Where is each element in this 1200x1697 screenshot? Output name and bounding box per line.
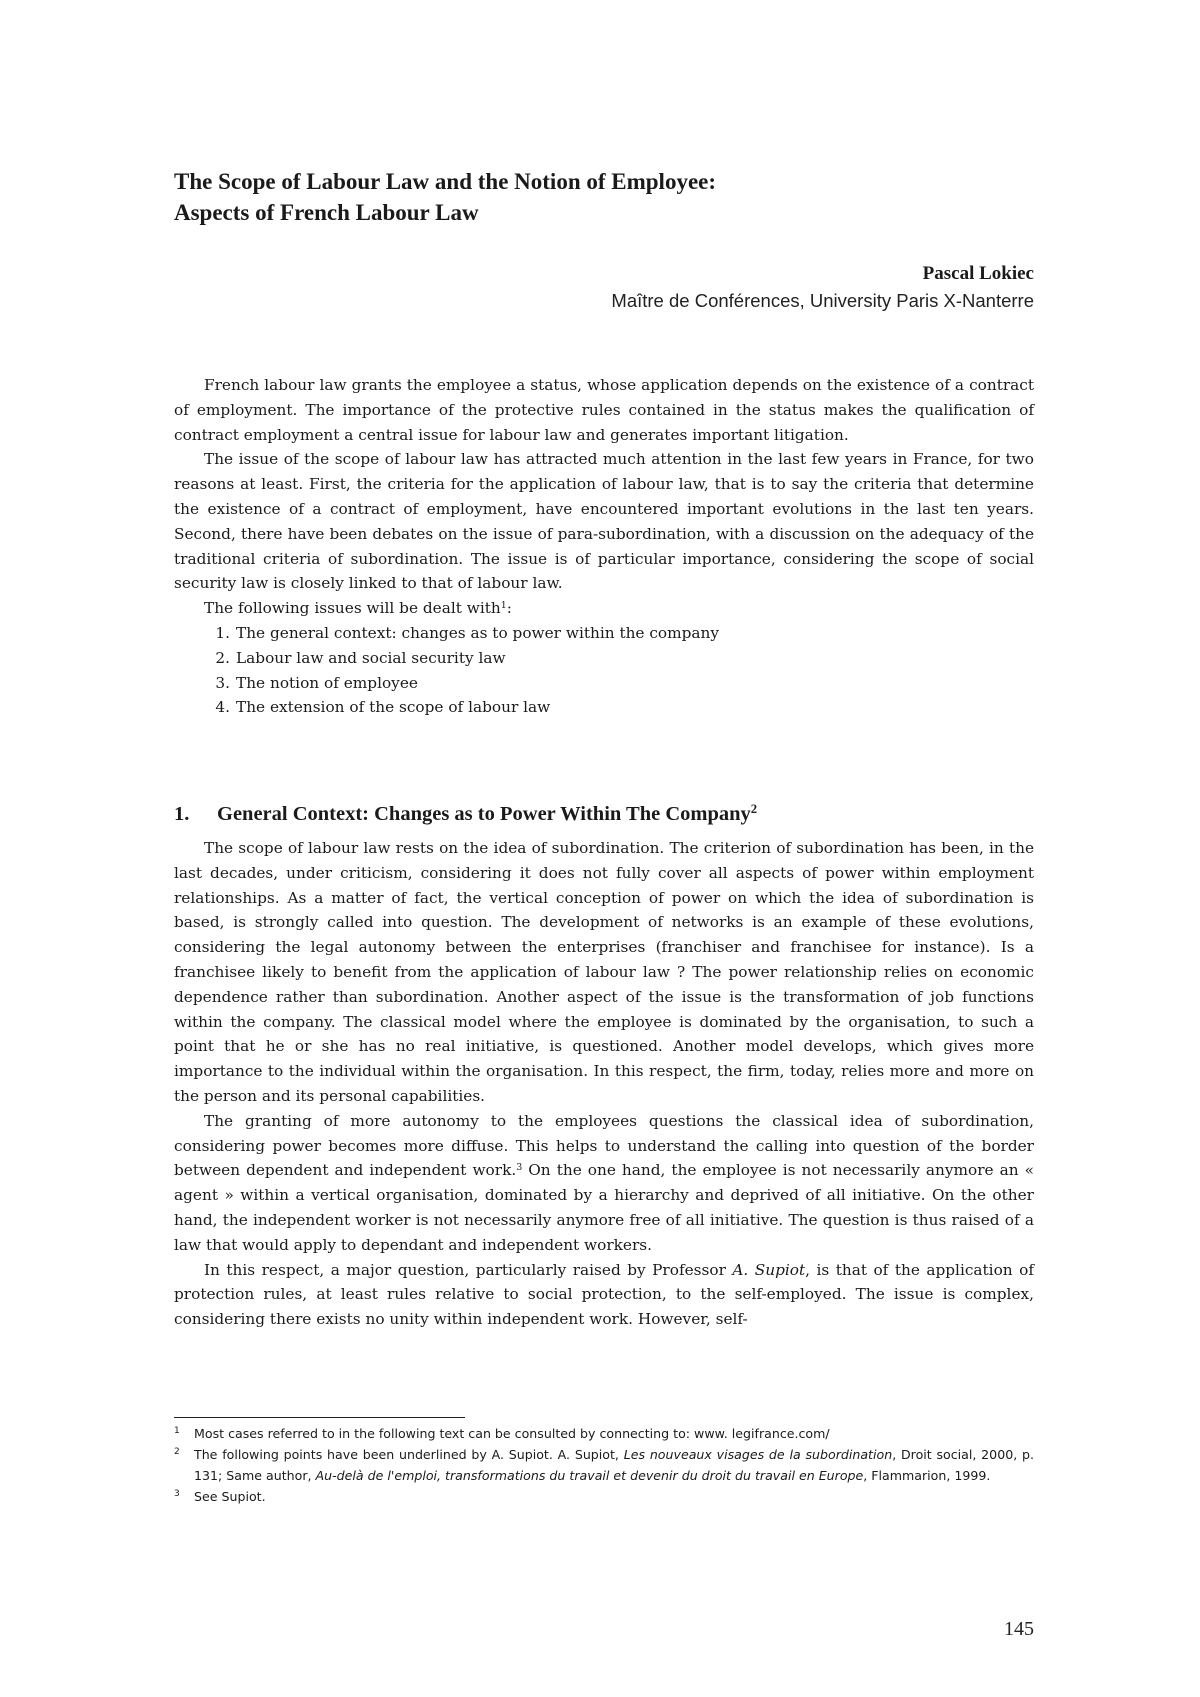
section-p2-text-a: The granting of more autonomy to the employees questions the classical idea of subordination, considering power becomes more diffuse. This helps to understand the calling into question of the border between dependent and independent work. (174, 1111, 1034, 1180)
footnote-ref-2[interactable]: 2 (750, 802, 758, 817)
page-number: 145 (1004, 1618, 1034, 1640)
section-1-body (174, 836, 1034, 1332)
intro-p3-text: The following issues will be dealt with (204, 599, 501, 618)
section-paragraph-3 (174, 1258, 1034, 1332)
intro-p3-end: : (506, 599, 512, 618)
section-paragraph-2 (174, 1109, 1034, 1258)
footnote (174, 1423, 1034, 1444)
title-line-2: Aspects of French Labour Law (174, 200, 479, 225)
footnote-ref-1[interactable]: 1 (500, 599, 507, 611)
list-item-number: 1 . (215, 621, 236, 646)
footnote-number: 3 (174, 1489, 180, 1499)
section-paragraph-1: The scope of labour law rests on the idea of subordination. The criterion of subordination has been, in the last decades, under criticism, considering it does not fully cover all aspects of power within employment relationships. As a matter of fact, the vertical conception of power on which the idea of subordination is based, is strongly called into question. The development of networks is an example of these evolutions, considering the legal autonomy between the enterprises (franchiser and franchisee for instance). Is a franchisee likely to benefit from the application of labour law ? The power relationship relies on economic dependence rather than subordination. Another aspect of the issue is the transformation of job functions within the company. The classical model where the employee is dominated by the organisation, to such a point that he or she has no real initiative, is questioned. Another model develops, which gives more importance to the individual within the organisation. In this respect, the firm, today, relies more and more on the person and its personal capabilities. (174, 839, 1034, 1105)
footnote-number: 1 (174, 1426, 180, 1436)
intro-paragraph-3 (174, 596, 1034, 621)
footnote (174, 1444, 1034, 1486)
list-item (174, 695, 1034, 720)
author-name: Pascal Lokiec (922, 263, 1034, 284)
footnote-number: 2 (174, 1447, 180, 1457)
intro-paragraph-1: French labour law grants the employee a status, whose application depends on the existence of a contract of employment. The importance of the protective rules contained in the status makes the qualification of contract employment a central issue for labour law and generates important litigation. (174, 376, 1034, 444)
introduction (174, 373, 1034, 720)
section-heading (174, 801, 1034, 827)
section-p2-text-b: On the one hand, the employee is not necessarily anymore an « agent » within a vertical organisation, dominated by a hierarchy and deprived of all initiative. On the other hand, the independent worker is not necessarily anymore free of all initiative. The question is thus raised of a law that would apply to dependant and independent workers. (174, 1161, 1034, 1254)
list-item-number: 3 . (215, 671, 236, 696)
list-item-number: 2 . (215, 646, 236, 671)
section-number: 1. (174, 803, 190, 825)
footnote-text: , Droit social, 2000, p. 131; Same author, (194, 1447, 1035, 1483)
footnote-text: See Supiot. (194, 1489, 266, 1504)
paper-title (174, 166, 1034, 228)
section-title: General Context: Changes as to Power Within The Company (217, 803, 751, 825)
list-item-text: The notion of employee (236, 673, 418, 692)
author-reference: A. Supiot (732, 1260, 806, 1279)
list-item (174, 671, 1034, 696)
footnote-text: Most cases referred to in the following text can be consulted by connecting to: www. legifrance.com/ (194, 1426, 830, 1441)
list-item-text: The general context: changes as to power within the company (236, 623, 720, 642)
list-item (174, 621, 1034, 646)
intro-paragraph-2: The issue of the scope of labour law has attracted much attention in the last few years in France, for two reasons at least. First, the criteria for the application of labour law, that is to say the criteria that determine the existence of a contract of employment, have encountered important evolutions in the last ten years. Second, there have been debates on the issue of para-subordination, with a discussion on the adequacy of the traditional criteria of subordination. The issue is of particular importance, considering the scope of social security law is closely linked to that of labour law. (174, 450, 1034, 593)
issues-list (174, 621, 1034, 720)
footnote-divider (174, 1417, 465, 1418)
footnote-text: The following points have been underlined by A. Supiot. A. Supiot, (194, 1447, 624, 1462)
author-affiliation: Maître de Conférences, University Paris X-Nanterre (611, 290, 1034, 311)
section-p3-text-a: In this respect, a major question, particularly raised by Professor (204, 1260, 733, 1279)
footnote-citation-title: Les nouveaux visages de la subordination (623, 1447, 893, 1462)
footnote-ref-3[interactable]: 3 (516, 1162, 523, 1174)
footnote-text: , Flammarion, 1999. (863, 1468, 991, 1483)
title-line-1: The Scope of Labour Law and the Notion of Employee: (174, 169, 717, 194)
footnote (174, 1486, 1034, 1507)
footnote-citation-title: Au-delà de l'emploi, transformations du travail et devenir du droit du travail en Europe (315, 1468, 864, 1483)
section-p3-text-b: , is that of the application of protection rules, at least rules relative to social protection, to the self-employed. The issue is complex, considering there exists no unity within independent work. However, self- (174, 1260, 1034, 1329)
list-item (174, 646, 1034, 671)
list-item-number: 4 . (215, 695, 236, 720)
list-item-text: The extension of the scope of labour law (236, 698, 551, 717)
footnotes (174, 1423, 1034, 1507)
list-item-text: Labour law and social security law (236, 648, 506, 667)
